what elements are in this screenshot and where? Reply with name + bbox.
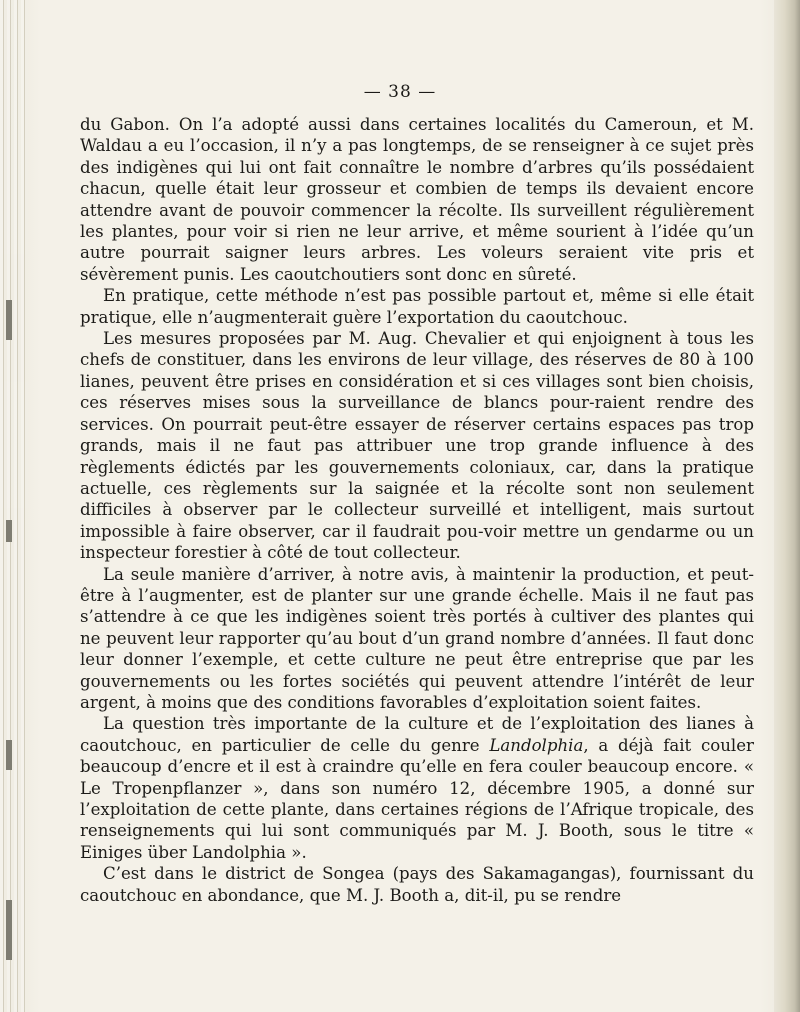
paragraph — [80, 564, 754, 714]
paragraph-text: du Gabon. On l’a adopté aussi dans certaines localités du Cameroun, et M. Waldau a eu l’occasion, il n’y a pas longtemps, de se renseigner à ce sujet près des indigènes qui lui ont fait connaître le nombre d’arbres qu’ils possédaient chacun, quelle était leur grosseur et combien de temps ils devaient encore attendre avant de pouvoir commencer la récolte. Ils surveillent régulièrement les plantes, pour voir si rien ne leur arrive, et même sourient à l’idée qu’un autre pourrait saigner leurs arbres. Les voleurs seraient vite pris et sévèrement punis. Les caoutchoutiers sont donc en sûreté. — [80, 115, 754, 284]
paragraph-text: En pratique, cette méthode n’est pas possible partout et, même si elle était pratique, elle n’augmenterait guère l’exportation du caoutchouc. — [80, 286, 754, 327]
page-edge-right — [774, 0, 800, 1012]
paragraph — [80, 863, 754, 906]
paragraph — [80, 328, 754, 563]
paragraph — [80, 713, 754, 863]
page-number: — 38 — — [363, 82, 437, 102]
body-text — [80, 114, 754, 906]
paragraph-text: La question très importante de la culture et de l’exploitation des lianes à caoutchouc, en particulier de celle du genre — [80, 714, 754, 755]
paragraph-text: Les mesures proposées par M. Aug. Chevalier et qui enjoignent à tous les chefs de constituer, dans les environs de leur village, des réserves de 80 à 100 lianes, peuvent être prises en considération et si ces villages sont bien choisis, ces réserves mises sous la surveillance de blancs pour-raient rendre des services. On pourrait peut-être essayer de réserver certains espaces pas trop grands, mais il ne faut pas attribuer une trop grande influence à des règlements édictés par les gouvernements coloniaux, car, dans la pratique actuelle, ces règlements sur la saignée et la récolte sont non seulement difficiles à observer par le collecteur surveillé et intelligent, mais surtout impossible à faire observer, car il faudrait pou-voir mettre un gendarme ou un inspecteur forestier à côté de tout collecteur. — [80, 329, 754, 563]
paragraph — [80, 114, 754, 285]
paragraph-text: C’est dans le district de Songea (pays des Sakamagangas), fournissant du caoutchouc en abondance, que M. J. Booth a, dit-il, pu se rendre — [80, 864, 754, 905]
paragraph — [80, 285, 754, 328]
binding-edge-left — [0, 0, 28, 1012]
paragraph-text: , a déjà fait couler beaucoup d’encre et il est à craindre qu’elle en fera couler beaucoup encore. « Le Tropenpflanzer », dans son numéro 12, décembre 1905, a donné sur l’exploitation de cette plante, dans certaines régions de l’Afrique tropicale, des renseignements qui lui sont communiqués par M. J. Booth, sous le titre « Einiges über Landolphia ». — [80, 735, 754, 862]
paragraph-text: La seule manière d’arriver, à notre avis, à maintenir la production, et peut-être à l’augmenter, est de planter sur une grande échelle. Mais il ne faut pas s’attendre à ce que les indigènes soient très portés à cultiver des plantes qui ne peuvent leur rapporter qu’au bout d’un grand nombre d’années. Il faut donc leur donner l’exemple, et cette culture ne peut être entreprise que par les gouvernements ou les fortes sociétés qui peuvent attendre l’intérêt de leur argent, à moins que des conditions favorables d’exploitation soient faites. — [80, 564, 754, 712]
genus-name-italic: Landolphia — [489, 735, 584, 755]
